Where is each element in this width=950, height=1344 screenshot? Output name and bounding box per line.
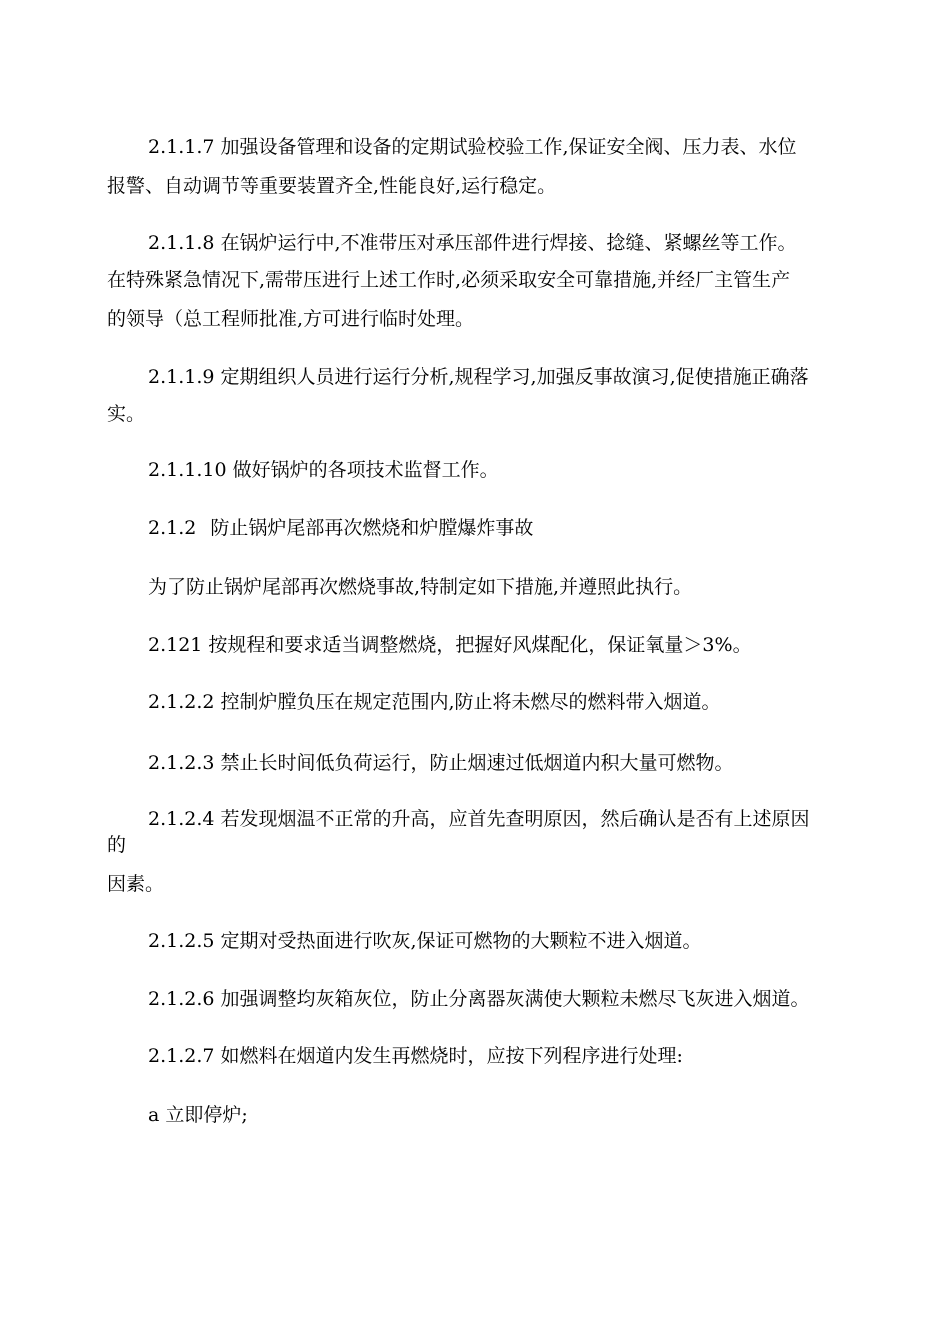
paragraph-2-1-2-3: 2.1.2.3 禁止长时间低负荷运行，防止烟速过低烟道内积大量可燃物。: [148, 752, 734, 774]
paragraph-2-1-2-4-line-1: 2.1.2.4 若发现烟温不正常的升高，应首先查明原因，然后确认是否有上述原因: [148, 808, 810, 830]
section-heading: [148, 517, 838, 539]
paragraph-intro: 为了防止锅炉尾部再次燃烧事故,特制定如下措施,并遵照此执行。: [148, 576, 693, 598]
paragraph-2-1-2-2: 2.1.2.2 控制炉膛负压在规定范围内,防止将未燃尽的燃料带入烟道。: [148, 691, 721, 713]
paragraph-2-1-1-9-line-1: 2.1.1.9 定期组织人员进行运行分析,规程学习,加强反事故演习,促使措施正确落: [148, 366, 809, 388]
paragraph-2-1-1-9-line-2: 实。: [107, 403, 146, 425]
list-item-a: a 立即停炉;: [148, 1104, 248, 1126]
section-heading-number: 2.1.2: [148, 517, 197, 539]
paragraph-2-1-2-5: 2.1.2.5 定期对受热面进行吹灰,保证可燃物的大颗粒不进入烟道。: [148, 930, 702, 952]
paragraph-2-1-1-8-line-3: 的领导（总工程师批准,方可进行临时处理。: [107, 308, 475, 330]
paragraph-2-1-1-8-line-2: 在特殊紧急情况下,需带压进行上述工作时,必须采取安全可靠措施,并经厂主管生产: [107, 269, 791, 291]
paragraph-2-1-1-8-line-1: 2.1.1.8 在锅炉运行中,不准带压对承压部件进行焊接、捻缝、紧螺丝等工作。: [148, 232, 797, 254]
paragraph-2-1-1-7-line-1: 2.1.1.7 加强设备管理和设备的定期试验校验工作,保证安全阀、压力表、水位: [148, 136, 797, 158]
paragraph-2-1-2-1: 2.121 按规程和要求适当调整燃烧，把握好风煤配化，保证氧量＞3%。: [148, 634, 752, 656]
paragraph-2-1-2-4-line-3: 因素。: [107, 873, 165, 895]
paragraph-2-1-2-4-line-2: 的: [107, 834, 127, 856]
paragraph-2-1-2-7: 2.1.2.7 如燃料在烟道内发生再燃烧时，应按下列程序进行处理:: [148, 1045, 683, 1067]
paragraph-2-1-1-10: 2.1.1.10 做好锅炉的各项技术监督工作。: [148, 459, 499, 481]
section-heading-title: 防止锅炉尾部再次燃烧和炉膛爆炸事故: [210, 517, 534, 539]
paragraph-2-1-1-7-line-2: 报警、自动调节等重要装置齐全,性能良好,运行稳定。: [107, 175, 557, 197]
paragraph-2-1-2-6: 2.1.2.6 加强调整均灰箱灰位，防止分离器灰满使大颗粒未燃尽飞灰进入烟道。: [148, 988, 810, 1010]
